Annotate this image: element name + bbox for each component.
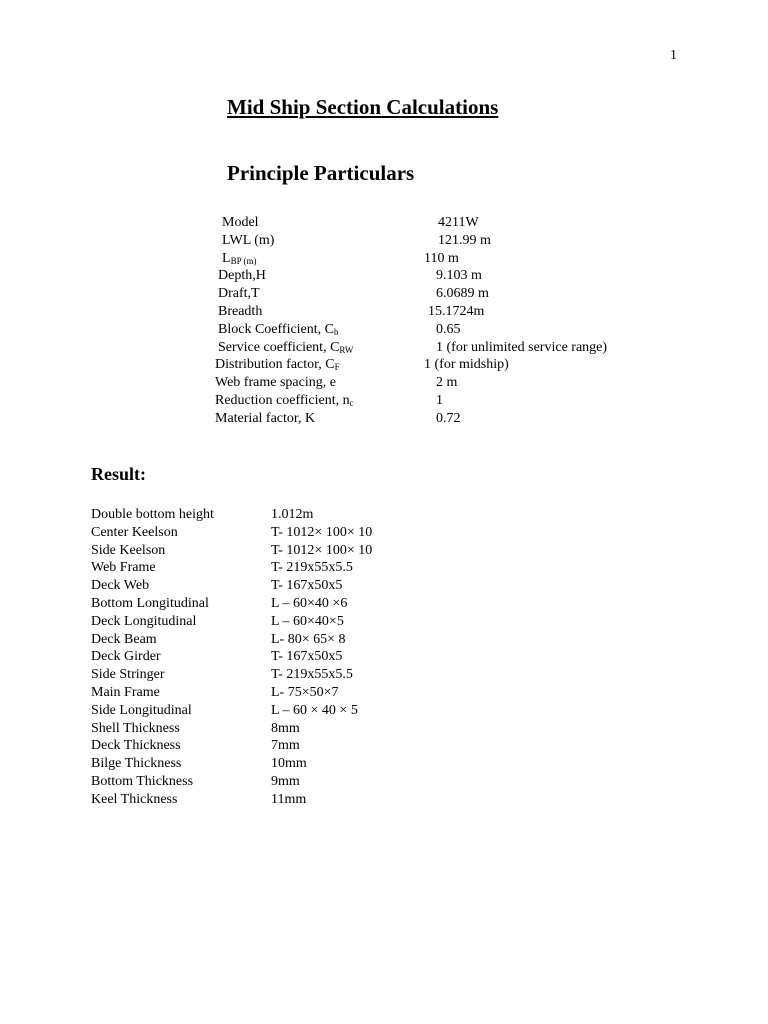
result-value: T- 219x55x5.5	[271, 667, 353, 683]
result-value: T- 167x50x5	[271, 649, 343, 665]
result-value: T- 1012× 100× 10	[271, 524, 373, 540]
result-label: Deck Beam	[91, 631, 157, 647]
particular-label-subscript: F	[334, 362, 340, 373]
result-value: T- 167x50x5	[271, 578, 343, 594]
result-value: L – 60×40×5	[271, 613, 344, 629]
particular-label	[222, 214, 259, 231]
particular-label-text: Breadth	[218, 304, 263, 319]
particular-label-subscript: b	[334, 326, 339, 337]
result-value: 1.012m	[271, 507, 314, 522]
result-value: 8mm	[271, 720, 300, 736]
result-label: Double bottom height	[91, 507, 214, 522]
result-value: L- 80× 65× 8	[271, 631, 346, 647]
particular-label	[218, 285, 260, 302]
result-label: Deck Girder	[91, 649, 161, 665]
result-value: T- 1012× 100× 10	[271, 542, 373, 558]
particular-label	[218, 267, 266, 284]
result-value: 11mm	[271, 791, 307, 807]
particular-label	[218, 303, 262, 320]
particular-label-text: Reduction coefficient, n	[215, 393, 350, 408]
particular-value: 121.99 m	[438, 232, 491, 248]
particular-label	[222, 232, 274, 249]
particular-value: 4211W	[438, 215, 479, 230]
section-heading-principle-particulars: Principle Particulars	[227, 161, 415, 185]
result-label: Bottom Longitudinal	[91, 596, 209, 611]
result-label: Keel Thickness	[91, 791, 178, 807]
particular-value: 1	[436, 393, 443, 408]
result-label: Side Longitudinal	[91, 702, 192, 718]
particular-value: 15.1724m	[428, 304, 485, 319]
result-value: T- 219x55x5.5	[271, 560, 353, 576]
particular-value: 1 (for midship)	[424, 357, 509, 373]
result-label: Center Keelson	[91, 524, 178, 540]
result-label: Shell Thickness	[91, 720, 180, 736]
particular-label-text: L	[222, 250, 231, 266]
particular-label	[215, 410, 315, 427]
particular-value: 0.72	[436, 410, 461, 426]
particular-label-text: Model	[222, 215, 259, 230]
result-label: Main Frame	[91, 685, 160, 700]
particular-label-text: Distribution factor, C	[215, 357, 335, 373]
result-label: Bottom Thickness	[91, 774, 194, 789]
particular-label-subscript: RW	[339, 344, 354, 355]
result-value: L – 60×40 ×6	[271, 596, 348, 611]
result-label: Side Stringer	[91, 667, 165, 683]
particular-label-text: Material factor, K	[215, 410, 316, 426]
result-label: Deck Longitudinal	[91, 613, 197, 629]
particular-value: 110 m	[424, 250, 459, 266]
particular-value: 0.65	[436, 321, 461, 337]
result-label: Deck Thickness	[91, 738, 181, 754]
result-value: L- 75×50×7	[271, 685, 339, 700]
particular-label-text: Block Coefficient, C	[218, 321, 334, 337]
particular-label-text: Draft,T	[218, 286, 260, 302]
particular-label-text: Service coefficient, C	[218, 339, 340, 355]
result-value: 7mm	[271, 738, 300, 754]
particular-label	[215, 374, 336, 391]
page-number: 1	[670, 48, 677, 63]
result-value: 9mm	[271, 774, 300, 789]
particular-value: 9.103 m	[436, 268, 482, 284]
result-label: Deck Web	[91, 578, 150, 594]
result-label: Web Frame	[91, 560, 156, 576]
particular-label-subscript: BP (m)	[230, 255, 257, 266]
result-label: Side Keelson	[91, 542, 166, 558]
result-label: Bilge Thickness	[91, 756, 182, 772]
particular-label-text: Web frame spacing, e	[215, 375, 336, 391]
result-value: 10mm	[271, 756, 307, 772]
particular-value: 1 (for unlimited service range)	[436, 339, 608, 355]
particular-label-text: Depth,H	[218, 268, 266, 284]
section-heading-result: Result:	[91, 464, 146, 484]
particular-value: 6.0689 m	[436, 286, 489, 302]
particular-value: 2 m	[436, 375, 458, 391]
page-title: Mid Ship Section Calculations	[227, 95, 499, 119]
particular-label-subscript: c	[349, 398, 354, 408]
particular-label-text: LWL (m)	[222, 232, 275, 248]
result-value: L – 60 × 40 × 5	[271, 702, 358, 718]
